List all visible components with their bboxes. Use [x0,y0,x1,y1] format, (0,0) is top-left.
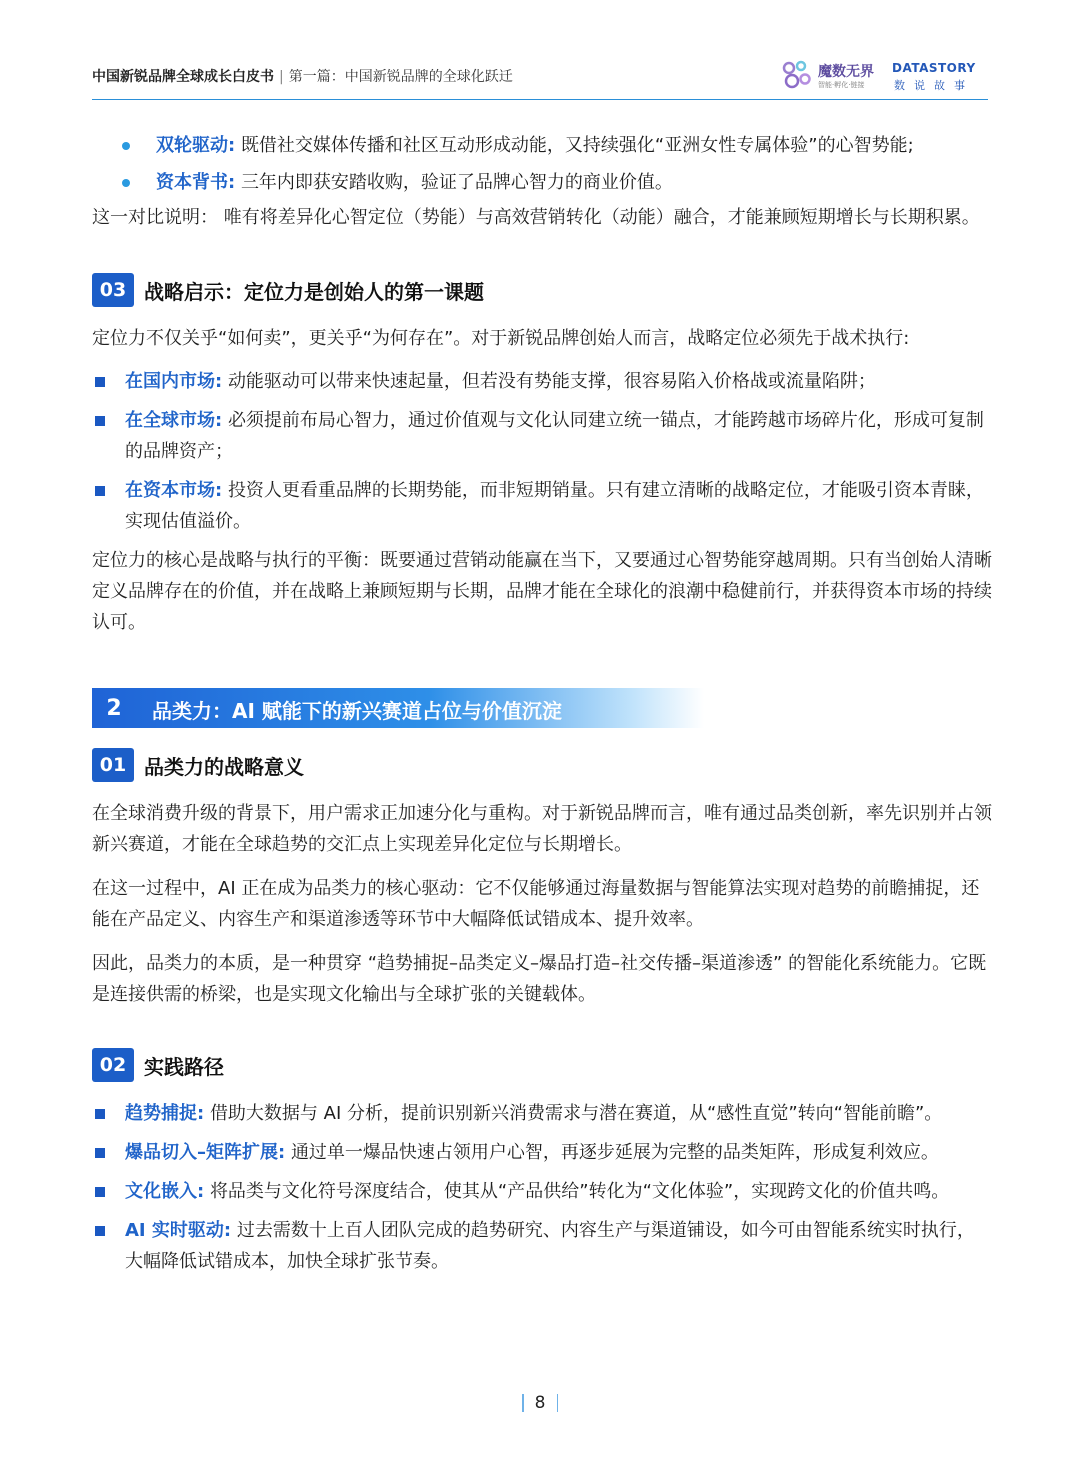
bullet-square-icon [95,1148,105,1158]
bullet-label: 在全球市场: [125,410,223,431]
datastory-logo-name: DATASTORY [892,61,976,75]
moshu-logo [780,58,880,94]
bullet-text: 将品类与文化符号深度结合，使其从“产品供给”转化为“文化体验”，实现跨文化的价值共鸣。 [209,1181,950,1202]
bullet-text: 借助大数据与 AI 分析，提前识别新兴消费需求与潜在赛道，从“感性直觉”转向“智能前瞻”。 [209,1103,943,1124]
subsection-heading-01 [92,748,992,782]
bullet-label: 在国内市场: [125,371,223,392]
list-item [92,1176,992,1207]
subsection-number: 02 [92,1048,134,1082]
datastory-logo-sub: 数说故事 [894,79,974,92]
subsection-number: 03 [92,273,134,307]
subsection-heading-03 [92,273,992,307]
bullet-label: 爆品切入–矩阵扩展: [125,1142,286,1163]
bullet-label: AI 实时驱动: [125,1220,232,1241]
bullet-label: 在资本市场: [125,480,223,501]
bullet-square-icon [95,377,105,387]
bullet-label: 文化嵌入: [125,1181,205,1202]
subsection-intro: 定位力不仅关乎“如何卖”，更关乎“为何存在”。对于新锐品牌创始人而言，战略定位必须先于战术执行: [92,328,910,349]
bullet-text: 三年内即获安踏收购，验证了品牌心智力的商业价值。 [240,172,673,193]
list-item [92,475,992,537]
subsection-title: 实践路径 [144,1054,224,1079]
subsection-title: 品类力的战略意义 [144,754,304,779]
bullet-text: 过去需数十上百人团队完成的趋势研究、内容生产与渠道铺设，如今可由智能系统实时执行，大幅降低试错成本，加快全球扩张节奏。 [125,1220,975,1272]
bullet-square-icon [95,1109,105,1119]
paragraph: 因此，品类力的本质，是一种贯穿 “趋势捕捉–品类定义–爆品打造–社交传播–渠道渗透” 的智能化系统能力。它既是连接供需的桥梁，也是实现文化输出与全球扩张的关键载体。 [92,953,987,1005]
page-content [92,130,992,1285]
bullet-dot-icon [122,142,130,150]
bullet-dot-icon [122,179,130,187]
list-item [92,1137,992,1168]
bullet-text: 既借社交媒体传播和社区互动形成动能，又持续强化“亚洲女性专属体验”的心智势能; [240,135,914,156]
list-item [92,405,992,467]
subsection-number: 01 [92,748,134,782]
list-item [92,1215,992,1277]
page-number: 8 [520,1392,560,1414]
subsection-title: 战略启示：定位力是创始人的第一课题 [144,279,484,304]
list-item [92,130,992,161]
list-item [92,366,992,397]
paragraph: 在全球消费升级的背景下，用户需求正加速分化与重构。对于新锐品牌而言，唯有通过品类创新，率先识别并占领新兴赛道，才能在全球趋势的交汇点上实现差异化定位与长期增长。 [92,803,992,855]
header-title [92,66,513,86]
subsection-conclusion: 定位力的核心是战略与执行的平衡：既要通过营销动能赢在当下，又要通过心智势能穿越周期。只有当创始人清晰定义品牌存在的价值，并在战略上兼顾短期与长期，品牌才能在全球化的浪潮中稳健前行，并获得资本市场的持续认可。 [92,550,992,633]
subsection-heading-02 [92,1048,992,1082]
section-number: 2 [106,695,122,721]
bullet-text: 投资人更看重品牌的长期势能，而非短期销量。只有建立清晰的战略定位，才能吸引资本青睐，实现估值溢价。 [125,480,984,532]
bullet-text: 通过单一爆品快速占领用户心智，再逐步延展为完整的品类矩阵，形成复利效应。 [290,1142,939,1163]
section-heading-bar [92,688,704,728]
bullet-square-icon [95,1226,105,1236]
chapter-title: 第一篇：中国新锐品牌的全球化跃迁 [288,69,513,85]
paragraph: 在这一过程中，AI 正在成为品类力的核心驱动：它不仅能够通过海量数据与智能算法实现对趋势的前瞻捕捉，还能在产品定义、内容生产和渠道渗透等环节中大幅降低试错成本、提升效率。 [92,878,980,930]
bullet-square-icon [95,1187,105,1197]
bullet-text: 必须提前布局心智力，通过价值观与文化认同建立统一锚点，才能跨越市场碎片化，形成可复制的品牌资产； [125,410,984,462]
document-title: 中国新锐品牌全球成长白皮书 [92,69,274,85]
datastory-logo [892,61,992,95]
moshu-logo-icon [780,58,814,92]
list-item [92,167,992,198]
list-item [92,1098,992,1129]
bullet-label: 双轮驱动: [156,135,236,156]
section-title: 品类力：AI 赋能下的新兴赛道占位与价值沉淀 [152,699,562,723]
bullet-label: 资本背书: [156,172,236,193]
moshu-logo-name: 魔数无界 [818,64,874,80]
bullet-square-icon [95,416,105,426]
bullet-text: 动能驱动可以带来快速起量，但若没有势能支撑，很容易陷入价格战或流量陷阱； [227,371,876,392]
page-header [92,58,988,100]
header-separator: | [279,69,284,85]
contrast-paragraph: 这一对比说明： 唯有将差异化心智定位（势能）与高效营销转化（动能）融合，才能兼顾短期增长与长期积累。 [92,207,980,228]
bullet-square-icon [95,486,105,496]
bullet-label: 趋势捕捉: [125,1103,205,1124]
moshu-logo-tagline: 智能·孵化·链接 [818,81,865,89]
